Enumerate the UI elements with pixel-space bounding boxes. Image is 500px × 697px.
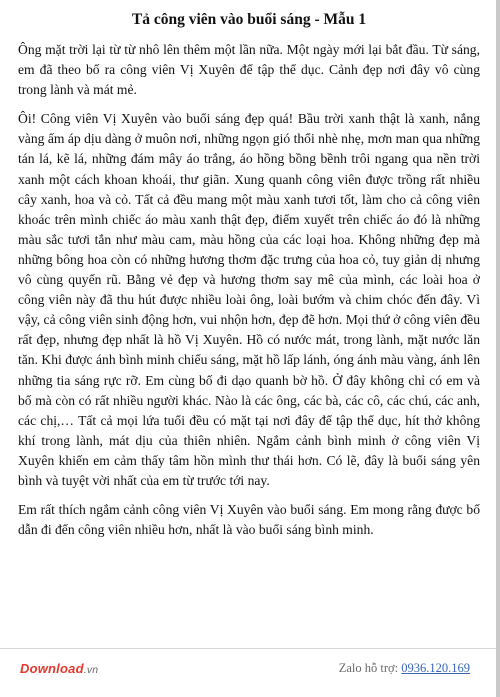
paragraph-intro: Ông mặt trời lại từ từ nhô lên thêm một lần nữa. Một ngày mới lại bắt đầu. Từ sáng, em đã theo bố ra công viên Vị Xuyên để tập thể dục. Cảnh đẹp nơi đây vô cùng trong lành và mát mẻ. [18,42,480,98]
document-title: Tả công viên vào buổi sáng - Mẫu 1 [131,11,367,28]
zalo-support-label: Zalo hỗ trợ: [338,661,399,675]
logo-tld-text: .vn [83,664,99,676]
logo-brand-text: Download [20,661,84,676]
paragraph-body: Ôi! Công viên Vị Xuyên vào buổi sáng đẹp quá! Bầu trời xanh thật là xanh, nắng vàng ấm áp dịu dàng ở muôn nơi, những ngọn gió thổi nhè nhẹ, mơn man qua những tán lá, kẽ lá, những đám mây áo trắng, áo hồng bồng bềnh trôi ngang qua nền trời xanh một cách khoan khoái, thư giãn. Xung quanh công viên được trồng rất nhiều cây xanh, hoa và cỏ. Tất cả đều mang một màu xanh tươi tốt, làm cho cả công viên khoác trên mình chiếc áo màu xanh thật đẹp, điểm xuyết trên chiếc áo đó là những màu sắc tươi tắn như màu cam, màu hồng của các loại hoa. Không những đẹp mà những bông hoa còn có những hương thơm đặc trưng của hoa cỏ, tuy giản dị nhưng vô cùng quyến rũ. Bằng vẻ đẹp và hương thơm say mê của mình, các loài hoa ở công viên này đã thu hút được nhiều loài ông, loài bướm và chim chóc đến đây. Vì vậy, cả công viên sinh động hơn, vui nhộn hơn, đẹp đẽ hơn. Mọi thứ ở công viên đều rất đẹp, nhưng đẹp nhất là hồ Vị Xuyên. Hồ có nước mát, trong lành, mặt nước lăn tăn. Khi được ánh bình minh chiếu sáng, mặt hồ lấp lánh, óng ánh màu vàng, ánh lên những tia sáng rực rỡ. Em cùng bố đi dạo quanh bờ hồ. Ở đây không chỉ có em và bố mà còn có rất nhiều người khác. Nào là các ông, các bà, các cô, các chú, các anh, các chị,… Tất cả mọi lứa tuổi đều có mặt tại nơi đây để tập thể dục, hít thở không khí trong lành, mát dịu của thiên nhiên. Ngắm cảnh bình minh ở công viên Vị Xuyên khiến em cảm thấy tâm hồn mình thư thái hơn. Có lẽ, đây là buổi sáng yên bình và tuyệt vời nhất của em từ trước tới nay. [18,111,480,488]
download-logo[interactable] [20,661,98,678]
zalo-support [339,660,470,676]
zalo-phone-link[interactable]: 0936.120.169 [401,661,470,675]
paragraph-conclusion: Em rất thích ngắm cảnh công viên Vị Xuyên vào buổi sáng. Em mong rằng được bố dẫn đi đến công viên nhiều hơn, nhất là vào buổi sáng bình minh. [18,502,480,538]
document-body [18,10,480,549]
page-footer [0,648,496,697]
